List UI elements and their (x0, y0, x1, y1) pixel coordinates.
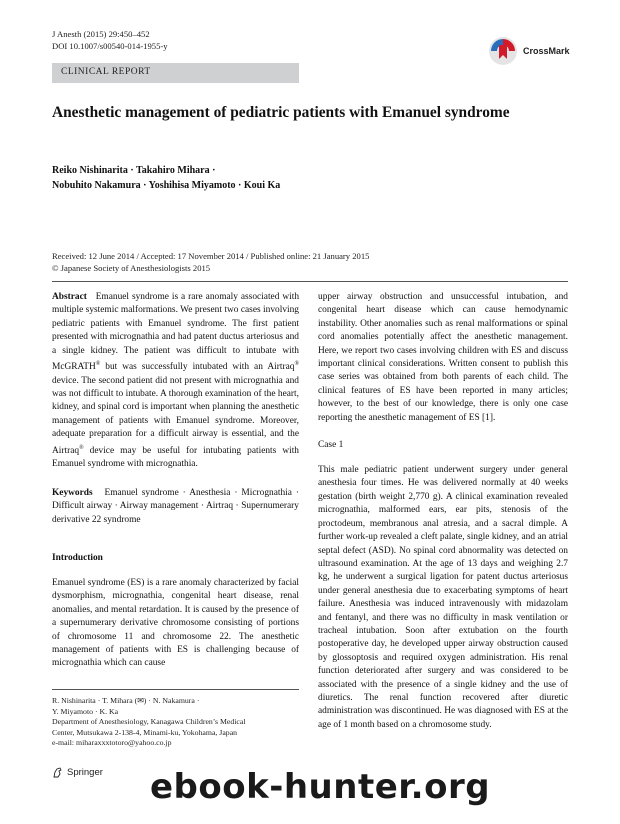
abstract-text-a: Emanuel syndrome is a rare anomaly associated with multiple systemic malformations. We present two cases involving pediatric patients with Emanuel syndrome. The first patient presented with micrognathia and had patent ductus arteriosus and a single kidney. The patient was difficult to intubate with McGRATH (52, 292, 300, 373)
introduction-continuation: upper airway obstruction and unsuccessful intubation, and congenital heart disease which can cause hemodynamic instability. Other anomalies such as renal malformations or spinal cord anomalies potentially affect the anesthetic management. Here, we report two cases involving children with ES and discuss important clinical considerations. Written consent to publish this case series was obtained from both parents of each child. The clinical features of ES have been reported in many articles; however, to the best of our knowledge, there is only one case reporting the anesthetic management of ES [1]. (318, 292, 568, 423)
abstract-paragraph (52, 291, 299, 472)
header-divider (52, 281, 568, 282)
abstract-text-b: but was successfully intubated with an Airtraq (100, 362, 295, 373)
author-line-2: Nobuhito Nakamura · Yoshihisa Miyamoto · Koui Ka (52, 180, 281, 191)
case-1-text: This male pediatric patient underwent surgery under general anesthesia four times. He was delivered normally at 40 weeks gestation (birth weight 2,770 g). A clinical examination revealed micrognathia, malformed ears, ear pits, stenosis of the proctodeum, membranous anal atresia, and a sacral dimple. A further work-up revealed a cleft palate, single kidney, and an atrial septal defect (ASD). No spinal cord abnormality was detected on ultrasound examination. At the age of 13 days and weighing 2.7 kg, he underwent a surgical ligation for patent ductus arteriosus under general anesthesia due to exacerbating symptoms of heart failure. Anesthesia was induced intravenously with midazolam and fentanyl, and there was no difficulty in mask ventilation or tracheal intubation. Soon after extubation on the fourth postoperative day, he developed upper airway obstruction caused by glossoptosis and required oxygen administration. His renal function deteriorated after surgery and was considered to be associated with the presence of a single kidney and the use of diuretics. The renal function recovered after diuretic administration was discontinued. He was diagnosed with ES at the age of 1 month based on a chromosome study. (318, 465, 568, 730)
introduction-text: Emanuel syndrome (ES) is a rare anomaly characterized by facial dysmorphism, micrognathia, congenital heart disease, renal anomalies, and mental retardation. It is caused by the presence of a supernumerary derivative chromosome consisting of portions of chromosome 11 and chromosome 22. The anesthetic management of patients with ES is challenging because of micrognathia which can cause (52, 578, 299, 669)
author-affiliation-footnote (52, 696, 299, 749)
footnote-line-1: R. Nishinarita · T. Mihara (✉) · N. Nakamura · (52, 696, 200, 705)
journal-info (52, 28, 168, 52)
received-dates: Received: 12 June 2014 / Accepted: 17 November 2014 / Published online: 21 January 2015 (52, 251, 370, 261)
publisher-label: Springer (67, 767, 103, 778)
footnote-line-4: Center, Mutsukawa 2-138-4, Minami-ku, Yokohama, Japan (52, 727, 238, 737)
journal-citation: J Anesth (2015) 29:450–452 (52, 29, 150, 39)
keywords-block (52, 487, 299, 527)
case-1-heading: Case 1 (318, 440, 344, 451)
author-list (52, 163, 552, 193)
introduction-heading: Introduction (52, 553, 103, 563)
copyright-line: © Japanese Society of Anesthesiologists 2015 (52, 263, 211, 273)
author-line-1: Reiko Nishinarita · Takahiro Mihara · (52, 165, 216, 176)
registered-mark: ® (79, 444, 84, 451)
footnote-line-3: Department of Anesthesiology, Kanagawa Children’s Medical (52, 717, 246, 727)
publisher-logo (52, 767, 103, 778)
abstract-text-c: device. The second patient did not present with micrognathia and was not difficult to intubate. A thorough examination of the heart, kidney, and spinal cord is important when planning the anesthetic management of patients with Emanuel syndrome. Moreover, adequate preparation for a difficult airway is essential, and the Airtraq (52, 375, 299, 456)
right-column (318, 291, 568, 732)
abstract-text-d: device may be useful for intubating patients with Emanuel syndrome with micrognathia. (52, 445, 299, 470)
keywords-heading: Keywords (52, 488, 93, 498)
footnote-line-2: Y. Miyamoto · K. Ka (52, 706, 119, 716)
article-type-label: CLINICAL REPORT (61, 67, 151, 77)
abstract-block (52, 291, 299, 472)
keywords-paragraph (52, 487, 299, 527)
footnote-email[interactable]: e-mail: miharaxxxtotoro@yahoo.co.jp (52, 738, 172, 748)
crossmark-label: CrossMark (523, 46, 570, 56)
publication-dates (52, 250, 572, 274)
journal-doi[interactable]: DOI 10.1007/s00540-014-1955-y (52, 41, 168, 51)
article-type-banner (52, 63, 299, 83)
springer-horse-icon (52, 767, 63, 778)
keywords-text: Emanuel syndrome · Anesthesia · Micrognathia · Difficult airway · Airway management · Airtraq · Supernumerary derivative 22 syndrome (52, 488, 299, 525)
watermark-text: ebook-hunter.org (150, 767, 491, 807)
registered-mark: ® (95, 361, 101, 368)
article-title: Anesthetic management of pediatric patients with Emanuel syndrome (52, 104, 510, 121)
abstract-heading: Abstract (52, 292, 87, 302)
footnote-divider (52, 689, 299, 690)
crossmark-badge[interactable] (488, 36, 570, 66)
introduction-section (52, 552, 299, 671)
crossmark-icon (488, 36, 518, 66)
registered-mark: ® (294, 361, 299, 368)
